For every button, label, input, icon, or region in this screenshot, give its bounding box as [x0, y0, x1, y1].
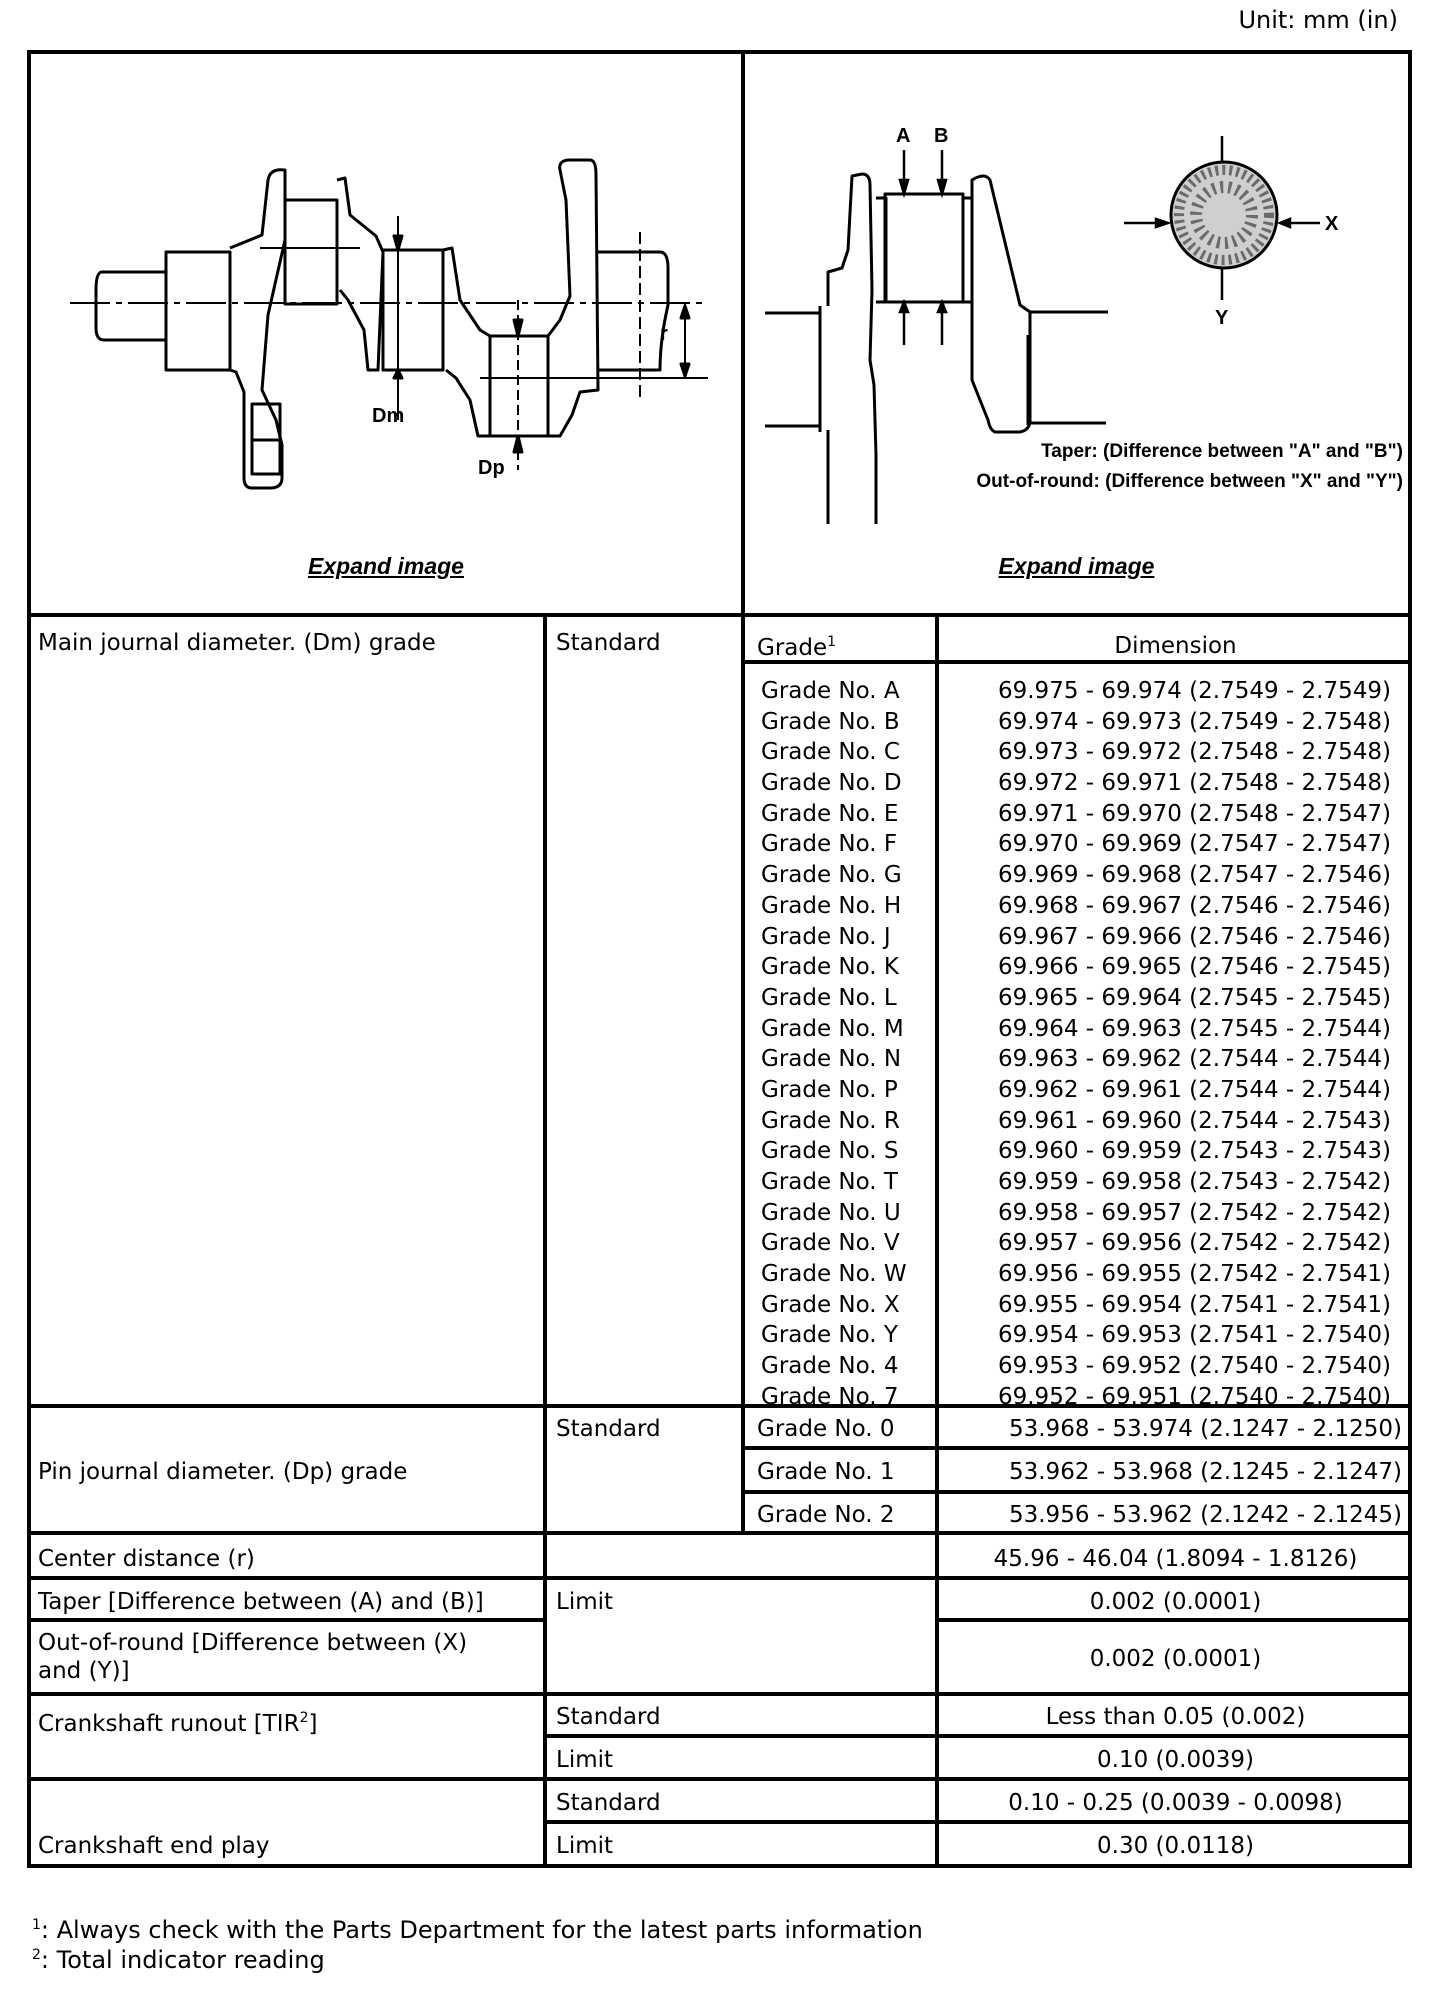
grade-dimension: 69.960 - 69.959 (2.7543 - 2.7543): [997, 1138, 1391, 1165]
grade-row: [761, 1075, 1401, 1106]
expand-image-link-left[interactable]: Expand image: [308, 553, 464, 579]
grade-row: [761, 1382, 1401, 1413]
footnote-1: [32, 1915, 923, 1945]
grade-dimension: 69.975 - 69.974 (2.7549 - 2.7549): [997, 678, 1391, 704]
grade-row: [761, 1014, 1401, 1045]
divider: [27, 1531, 1412, 1535]
out-of-round-label-line1: Out-of-round [Difference between (X): [38, 1630, 468, 1656]
grade-dimension: 69.971 - 69.970 (2.7548 - 2.7547): [997, 800, 1391, 827]
footnote-ref-1: 1: [827, 634, 837, 650]
pin-dim-2: 53.956 - 53.962 (2.1242 - 2.1245): [1008, 1502, 1402, 1528]
pin-dim-0: 53.968 - 53.974 (2.1247 - 2.1250): [1008, 1416, 1402, 1442]
grade-row: [761, 860, 1401, 891]
grade-name: Grade No. W: [761, 1261, 907, 1288]
grade-row: [761, 799, 1401, 830]
grade-row: [761, 1136, 1401, 1167]
grade-dimension: 69.952 - 69.951 (2.7540 - 2.7540): [997, 1383, 1391, 1410]
runout-standard-label: Standard: [556, 1704, 661, 1730]
grade-name: Grade No. R: [761, 1107, 900, 1134]
expand-image-link-right[interactable]: Expand image: [998, 553, 1155, 579]
grade-header: [757, 634, 836, 662]
x-label: X: [1325, 213, 1339, 235]
grade-dimension: 69.973 - 69.972 (2.7548 - 2.7548): [997, 739, 1391, 766]
end-play-limit-value: 0.30 (0.0118): [1097, 1833, 1254, 1859]
grade-row: [761, 1228, 1401, 1259]
grade-row: [761, 922, 1401, 953]
runout-standard-value: Less than 0.05 (0.002): [1045, 1704, 1306, 1730]
center-distance-value: 45.96 - 46.04 (1.8094 - 1.8126): [993, 1546, 1358, 1572]
grade-dimension: 69.958 - 69.957 (2.7542 - 2.7542): [997, 1199, 1391, 1226]
taper-out-of-round-diagram: [745, 54, 1408, 524]
pin-dim-1: 53.962 - 53.968 (2.1245 - 2.1247): [1008, 1459, 1402, 1485]
grade-dimension: 69.954 - 69.953 (2.7541 - 2.7540): [997, 1322, 1391, 1349]
grade-row: [761, 1198, 1401, 1229]
center-distance-label: Center distance (r): [38, 1546, 255, 1572]
main-journal-condition: Standard: [556, 630, 661, 656]
grade-dimension: 69.972 - 69.971 (2.7548 - 2.7548): [997, 770, 1391, 797]
grade-name: Grade No. U: [761, 1199, 901, 1226]
r-label: r: [660, 323, 668, 345]
grade-name: Grade No. T: [761, 1169, 898, 1195]
grade-name: Grade No. Y: [761, 1322, 898, 1349]
grade-name: Grade No. L: [761, 984, 897, 1011]
divider: [27, 613, 1412, 617]
grade-name: Grade No. G: [761, 862, 902, 889]
grade-dimension: 69.959 - 69.958 (2.7543 - 2.7542): [997, 1169, 1391, 1195]
grade-dimension: 69.962 - 69.961 (2.7544 - 2.7544): [997, 1076, 1391, 1103]
end-play-limit-label: Limit: [556, 1833, 614, 1859]
footnote-mark-2: 2: [32, 1947, 41, 1963]
divider: [741, 660, 1412, 664]
grade-row: [761, 707, 1401, 738]
runout-limit-label: Limit: [556, 1747, 614, 1773]
divider: [741, 1490, 1412, 1494]
b-label: B: [934, 125, 949, 147]
divider: [543, 1734, 1412, 1738]
main-journal-label: Main journal diameter. (Dm) grade: [38, 630, 436, 656]
out-of-round-label-line2: and (Y)]: [38, 1658, 130, 1684]
grade-name: Grade No. M: [761, 1015, 904, 1042]
grade-name: Grade No. F: [761, 831, 898, 858]
grade-dimension: 69.963 - 69.962 (2.7544 - 2.7544): [997, 1046, 1391, 1073]
grade-row: [761, 1259, 1401, 1290]
grade-name: Grade No. S: [761, 1138, 899, 1165]
divider: [27, 1618, 545, 1622]
footnote-mark-1: 1: [32, 1917, 41, 1933]
y-label: Y: [1215, 307, 1229, 329]
dm-label: Dm: [372, 405, 405, 427]
grade-dimension: 69.961 - 69.960 (2.7544 - 2.7543): [997, 1107, 1391, 1134]
grade-name: Grade No. 7: [761, 1383, 899, 1410]
divider: [543, 613, 547, 1580]
grade-dimension: 69.968 - 69.967 (2.7546 - 2.7546): [997, 892, 1391, 919]
grade-dimension: 69.969 - 69.968 (2.7547 - 2.7546): [997, 862, 1391, 889]
taper-caption: Taper: (Difference between "A" and "B"): [1041, 441, 1403, 462]
grade-dimension: 69.974 - 69.973 (2.7549 - 2.7548): [997, 708, 1391, 735]
main-journal-grade-list: [761, 676, 1401, 1413]
grade-dimension: 69.956 - 69.955 (2.7542 - 2.7541): [997, 1261, 1391, 1288]
grade-row: [761, 1044, 1401, 1075]
footnote-text-2: : Total indicator reading: [40, 1946, 325, 1974]
grade-name: Grade No. V: [761, 1230, 900, 1257]
dimension-header: Dimension: [1114, 633, 1237, 659]
grade-row: [761, 891, 1401, 922]
divider: [935, 1618, 1412, 1622]
runout-label-text: Crankshaft runout [TIR: [38, 1711, 300, 1737]
end-play-label: Crankshaft end play: [38, 1833, 270, 1859]
grade-dimension: 69.964 - 69.963 (2.7545 - 2.7544): [997, 1015, 1391, 1042]
divider: [741, 1446, 1412, 1450]
end-play-standard-label: Standard: [556, 1790, 661, 1816]
footnote-text-1: : Always check with the Parts Department for the latest parts information: [40, 1916, 923, 1944]
grade-name: Grade No. A: [761, 678, 900, 704]
grade-row: [761, 1351, 1401, 1382]
grade-dimension: 69.955 - 69.954 (2.7541 - 2.7541): [997, 1291, 1391, 1318]
runout-label-end: ]: [308, 1711, 318, 1737]
end-play-standard-value: 0.10 - 0.25 (0.0039 - 0.0098): [1008, 1790, 1343, 1816]
grade-dimension: 69.965 - 69.964 (2.7545 - 2.7545): [997, 984, 1391, 1011]
grade-name: Grade No. E: [761, 800, 899, 827]
grade-row: [761, 737, 1401, 768]
grade-name: Grade No. H: [761, 892, 902, 919]
pin-grade-2: Grade No. 2: [757, 1502, 895, 1528]
out-of-round-value: 0.002 (0.0001): [1089, 1646, 1262, 1672]
runout-label: [38, 1710, 317, 1738]
out-of-round-caption: Out-of-round: (Difference between "X" and "Y"): [976, 471, 1403, 492]
grade-dimension: 69.967 - 69.966 (2.7546 - 2.7546): [997, 923, 1391, 950]
grade-name: Grade No. 4: [761, 1353, 899, 1380]
grade-dimension: 69.953 - 69.952 (2.7540 - 2.7540): [997, 1353, 1391, 1380]
divider: [27, 1777, 1412, 1781]
grade-row: [761, 676, 1401, 707]
grade-dimension: 69.966 - 69.965 (2.7546 - 2.7545): [997, 954, 1391, 981]
grade-row: [761, 1106, 1401, 1137]
taper-condition: Limit: [556, 1589, 614, 1615]
crankshaft-diagram: [31, 54, 741, 524]
pin-grade-1: Grade No. 1: [757, 1459, 895, 1485]
pin-journal-condition: Standard: [556, 1416, 661, 1442]
grade-row: [761, 983, 1401, 1014]
footnote-ref-2: 2: [299, 1710, 309, 1726]
grade-row: [761, 1320, 1401, 1351]
runout-limit-value: 0.10 (0.0039): [1097, 1747, 1254, 1773]
dp-label: Dp: [478, 457, 505, 479]
grade-row: [761, 952, 1401, 983]
divider: [543, 1820, 1412, 1824]
grade-row: [761, 768, 1401, 799]
grade-row: [761, 1167, 1401, 1198]
grade-header-text: Grade: [757, 635, 828, 661]
grade-dimension: 69.970 - 69.969 (2.7547 - 2.7547): [997, 831, 1391, 858]
pin-journal-label: Pin journal diameter. (Dp) grade: [38, 1459, 408, 1485]
grade-row: [761, 829, 1401, 860]
grade-name: Grade No. J: [761, 923, 891, 950]
footnote-2: [32, 1945, 325, 1975]
unit-label: Unit: mm (in): [1238, 6, 1398, 34]
grade-name: Grade No. B: [761, 708, 900, 735]
a-label: A: [896, 125, 911, 147]
grade-dimension: 69.957 - 69.956 (2.7542 - 2.7542): [997, 1230, 1391, 1257]
taper-label: Taper [Difference between (A) and (B)]: [38, 1589, 484, 1615]
taper-value: 0.002 (0.0001): [1089, 1589, 1262, 1615]
grade-name: Grade No. K: [761, 954, 900, 981]
grade-row: [761, 1290, 1401, 1321]
grade-name: Grade No. C: [761, 739, 900, 766]
grade-name: Grade No. X: [761, 1291, 900, 1318]
divider: [27, 1576, 1412, 1580]
grade-name: Grade No. D: [761, 770, 902, 797]
divider: [741, 613, 745, 1533]
grade-name: Grade No. P: [761, 1076, 898, 1103]
pin-grade-0: Grade No. 0: [757, 1416, 895, 1442]
divider: [27, 1692, 1412, 1696]
grade-name: Grade No. N: [761, 1046, 902, 1073]
